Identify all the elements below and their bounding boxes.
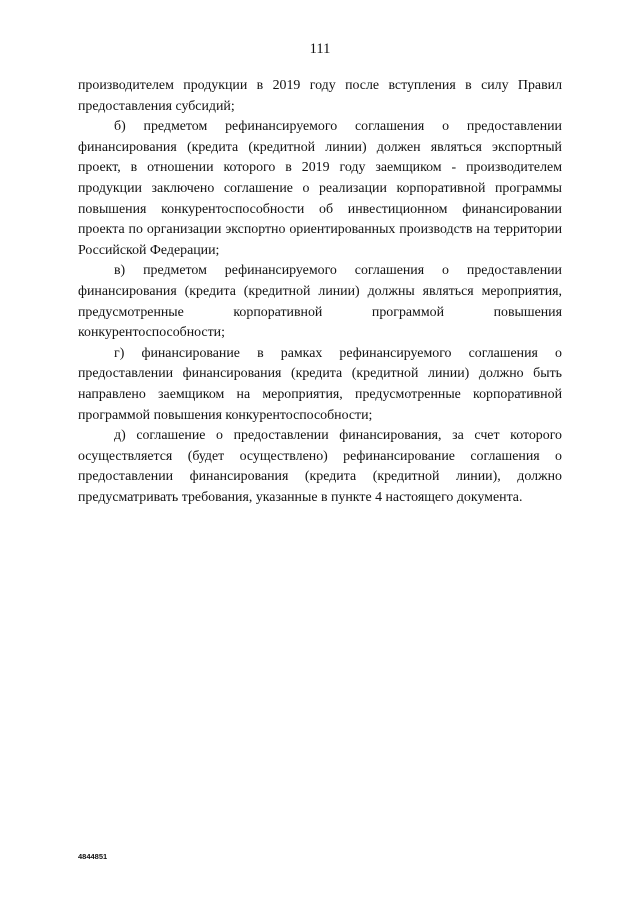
paragraph-continuation: производителем продукции в 2019 году после вступления в силу Правил предоставления субсидий; <box>78 78 562 114</box>
paragraph-item-g: г) финансирование в рамках рефинансируемого соглашения о предоставлении финансирования (кредита (кредитной линии) должно быть направлено заемщиком на мероприятия, предусмотренные корпоративной программой повышения конкурентоспособности; <box>78 345 562 423</box>
document-body <box>78 76 562 508</box>
page-number: 111 <box>309 41 331 57</box>
paragraph-item-d: д) соглашение о предоставлении финансирования, за счет которого осуществляется (будет осуществлено) рефинансирование соглашения о предоставлении финансирования (кредита (кредитной линии), должно предусматривать требования, указанные в пункте 4 настоящего документа. <box>78 428 562 505</box>
paragraph-item-b: б) предметом рефинансируемого соглашения о предоставлении финансирования (кредита (кредитной линии) должен являться экспортный проект, в отношении которого в 2019 году заемщиком - производителем продукции заключено соглашение о реализации корпоративной программы повышения конкурентоспособности об инвестиционном финансировании проекта по организации экспортно ориентированных производств на территории Российской Федерации; <box>78 119 562 258</box>
paragraph-item-v: в) предметом рефинансируемого соглашения о предоставлении финансирования (кредита (кредитной линии) должны являться мероприятия, предусмотренные корпоративной программой повышения конкурентоспособности; <box>78 263 562 341</box>
document-code: 4844851 <box>78 852 108 861</box>
